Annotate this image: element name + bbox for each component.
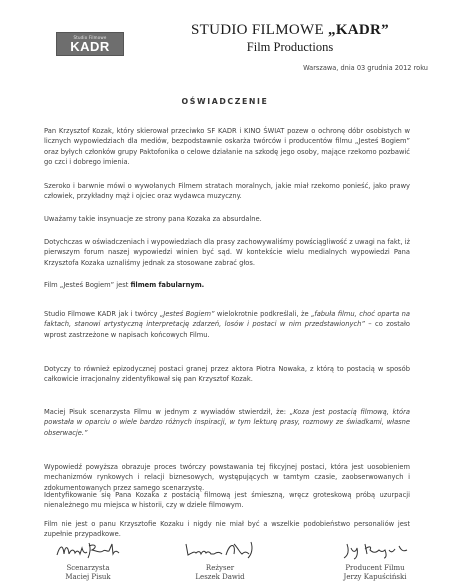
- paragraph-8-text: Maciej Pisuk scenarzysta Filmu w jednym z wywiadów stwierdził, że:: [44, 408, 290, 416]
- paragraph-6-part-a: Studio Filmowe KADR jak i twórcy: [44, 310, 160, 318]
- signature-role: Producent Filmu: [345, 564, 405, 572]
- paragraph-10: Identyfikowanie się Pana Kozaka z postacią filmową jest śmieszną, wręcz groteskową próbą uzurpacji nienależnego mu miejsca w historii, czy w dziele filmowym.: [44, 491, 410, 510]
- logo-small-text: Studio Filmowe: [73, 35, 107, 40]
- document-title: OŚWIADCZENIE: [181, 97, 269, 106]
- paragraph-6: [44, 309, 410, 340]
- paragraph-6-part-c: wielokrotnie podkreślali, że: [214, 310, 312, 318]
- paragraph-2: Szeroko i barwnie mówi o wywołanych Filmem stratach moralnych, jakie miał rzekomo ponieść, jako prawy człowiek, przykładny mąż i ojciec oraz wydawca muzyczny.: [44, 182, 410, 201]
- paragraph-9: Wypowiedź powyższa obrazuje proces twórczy powstawania tej fikcyjnej postaci, która jest uosobieniem mechanizmów rynkowych i relacji biznesowych, występujących w tamtym czasie, zaobserwowanych i zdokumentowanych przez samego scenarzystę.: [44, 463, 410, 492]
- paragraph-1: Pan Krzysztof Kozak, który skierował przeciwko SF KADR i KINO ŚWIAT pozew o ochronę dóbr osobistych w licznych wypowiedziach dla mediów, bezpodstawnie oskarża twórców i producentów filmu „Jesteś Bogiem” oraz byłych członków grupy Paktofonika o celowe działanie na szkodę jego osoby, mające rzekomo pozbawić go czci i dobrego imienia.: [44, 127, 410, 167]
- paragraph-5-text: Film „Jesteś Bogiem” jest: [44, 281, 131, 289]
- handwritten-signature: [341, 540, 409, 560]
- paragraph-8-quote: „Koza jest postacią filmową, która powstała w oparciu o wiele bardzo różnych inspiracji, w tym lekturę prasy, rozmowy ze świadkami, własne obserwacje.”: [44, 408, 410, 437]
- studio-logo: [56, 32, 124, 56]
- paragraph-6-film-title: „Jesteś Bogiem”: [159, 310, 215, 318]
- paragraph-6-quote: „fabuła filmu, choć oparta na faktach, stanowi artystyczną interpretację zdarzeń, losów i postaci w nim przedstawionych”: [44, 310, 411, 329]
- paragraph-4: Dotychczas w oświadczeniach i wypowiedziach dla prasy zachowywaliśmy powściągliwość z uwagi na fakt, iż pierwszym forum naszej wypowiedzi winien być sąd. W kontekście wielu medialnych wypowiedzi Pana Krzysztofa Kozaka uznaliśmy jednak za stosowane zabrać głos.: [44, 238, 410, 267]
- paragraph-11: Film nie jest o panu Krzysztofie Kozaku i nigdy nie miał być a wszelkie podobieństwo personaliów jest zupełnie przypadkowe.: [44, 520, 410, 539]
- paragraph-7: Dotyczy to również epizodycznej postaci granej przez aktora Piotra Nowaka, z którą to postacią w sposób całkowicie irracjonalny zidentyfikował się pan Krzysztof Kozak.: [44, 365, 410, 384]
- studio-title: [170, 22, 410, 39]
- studio-subtitle: Film Productions: [246, 40, 334, 54]
- studio-prefix: STUDIO FILMOWE: [191, 22, 324, 38]
- paragraph-5: [44, 280, 410, 290]
- signature-block-screenwriter: [48, 540, 128, 582]
- signature-name: Jerzy Kapuściński: [343, 573, 407, 581]
- handwritten-signature: [184, 540, 256, 560]
- signature-role: Scenarzysta: [66, 564, 110, 572]
- signature-role: Reżyser: [205, 564, 235, 572]
- logo-main-text: KADR: [70, 39, 110, 54]
- signature-name: Maciej Pisuk: [65, 573, 111, 581]
- signature-block-producer: [330, 540, 420, 582]
- paragraph-3: Uważamy takie insynuacje ze strony pana Kozaka za absurdalne.: [44, 215, 262, 223]
- signature-block-director: [180, 540, 260, 582]
- document-date: Warszawa, dnia 03 grudnia 2012 roku: [303, 64, 428, 72]
- paragraph-6-part-e: – co zostało wprost zastrzeżone w napisach końcowych Filmu.: [44, 320, 410, 339]
- paragraph-5-bold: filmem fabularnym.: [130, 281, 205, 289]
- signature-name: Leszek Dawid: [195, 573, 245, 581]
- paragraph-8: [44, 407, 410, 438]
- studio-name: „KADR”: [328, 22, 389, 38]
- handwritten-signature: [55, 540, 121, 560]
